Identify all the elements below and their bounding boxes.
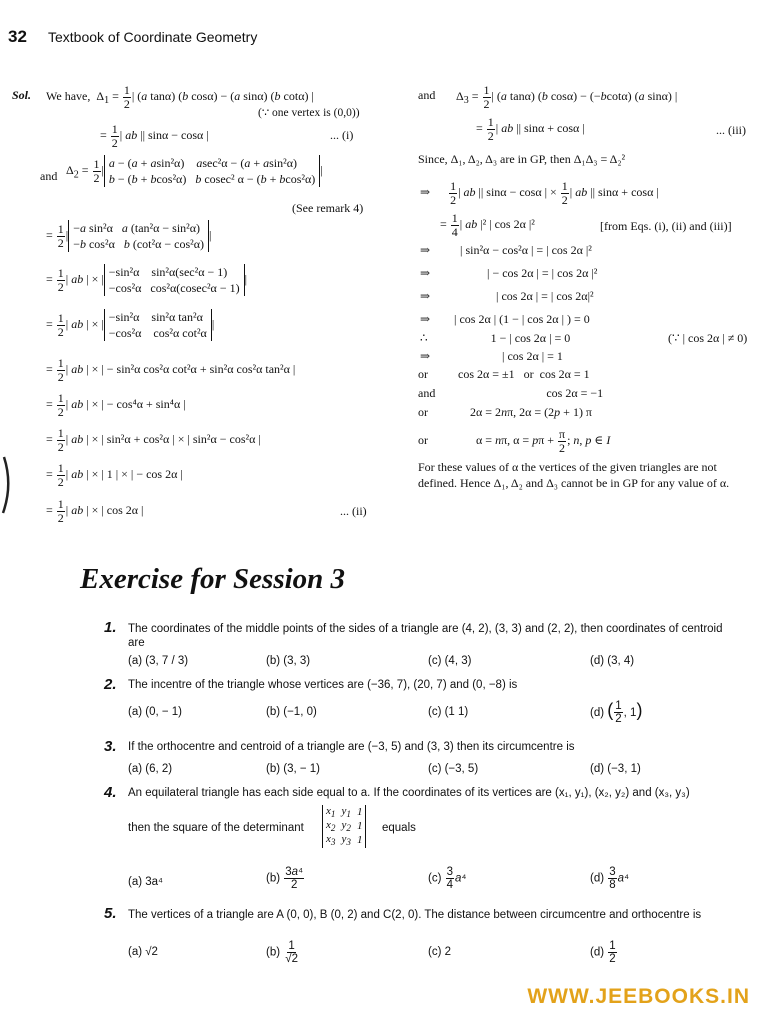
q3-option-c[interactable]: (c) (−3, 5) <box>428 763 479 775</box>
q5-text: The vertices of a triangle are A (0, 0), B (0, 2) and C(2, 0). The distance between circumcentre and orthocentre is <box>128 909 702 921</box>
footer-url[interactable]: WWW.JEEBOOKS.IN <box>527 985 750 1008</box>
delta2-step1: = $\frac{1}{2}$ | −a sin²α a (tan²α − sin²α) −b cos²α b (cot²α − cos²α)| <box>46 221 212 252</box>
q4-option-c[interactable]: (c) $\frac{3}{4}$ a⁴ <box>428 866 467 892</box>
q3-option-b[interactable]: (b) (3, − 1) <box>266 763 321 775</box>
q4-option-a[interactable]: (a) 3a⁴ <box>128 876 163 888</box>
q2-option-a[interactable]: (a) (0, − 1) <box>128 706 183 718</box>
q3-option-a[interactable]: (a) (6, 2) <box>128 763 173 775</box>
step-r8: and cos 2α = −1 <box>418 386 604 400</box>
eq-label-iii: ... (iii) <box>716 123 746 137</box>
step-r7: or cos 2α = ±1 or cos 2α = 1 <box>418 367 590 381</box>
q4-determinant-matrix: $x_1$ $y_1$ 1 $x_2$ $y_2$ 1 $x_3$ $y_3$ 1 <box>322 805 366 848</box>
q3-option-d[interactable]: (d) (−3, 1) <box>590 763 641 775</box>
q5-number: 5. <box>104 905 117 922</box>
step-gp-2: = $\frac{1}{4}$ | ab |² | cos 2α |² <box>440 211 535 239</box>
q1-number: 1. <box>104 619 117 636</box>
delta3-simplified: = $\frac{1}{2}$ | ab || sinα + cosα | <box>476 115 585 143</box>
step-r2: ⇒ | − cos 2α | = | cos 2α |² <box>420 266 598 280</box>
and-label-right: and <box>418 88 436 102</box>
q4-text-determinant: then the square of the determinant <box>128 822 304 834</box>
q1-text: The coordinates of the middle points of the sides of a triangle are (4, 2), (3, 3) and (2, 2), then coordinates of centroid are <box>128 623 723 650</box>
delta2-step7: = $\frac{1}{2}$ | ab | × | 1 | × | − cos 2α | <box>46 461 183 489</box>
eq-label-i: ... (i) <box>330 128 354 142</box>
step-r10: or α = nπ, α = pπ + $\frac{\pi}{2}$ ; n, p ∈ I <box>418 427 611 455</box>
q4-option-b[interactable]: (b) $\frac{\text{3a⁴}}{2}$ <box>266 866 304 892</box>
solution-label: Sol. <box>12 88 32 102</box>
delta2-step4: = $\frac{1}{2}$ | ab | × | − sin²α cos²α cot²α + sin²α cos²α tan²α | <box>46 356 296 384</box>
delta2-step5: = $\frac{1}{2}$ | ab | × | − cos⁴α + sin⁴α | <box>46 391 186 419</box>
running-title: Textbook of Coordinate Geometry <box>48 29 258 45</box>
delta2-determinant: $\Delta_2$ = $\frac{1}{2}$ | a − (a + asin²α) asec²α − (a + asin²α) b − (b + bcos²α) b cosec² α − (b + bcos²α)| <box>66 156 323 187</box>
margin-bracket-mark <box>0 455 14 515</box>
q2-number: 2. <box>104 676 117 693</box>
delta2-step6: = $\frac{1}{2}$ | ab | × | sin²α + cos²α | × | sin²α − cos²α | <box>46 426 261 454</box>
q5-option-a[interactable]: (a) √2 <box>128 946 158 958</box>
remark-vertex: (∵ one vertex is (0,0)) <box>258 107 360 119</box>
q1-option-a[interactable]: (a) (3, 7 / 3) <box>128 655 189 667</box>
q5-option-b[interactable]: (b) $\frac{1}{√2}$ <box>266 940 298 966</box>
step-r9: or 2α = 2nπ, 2α = (2p + 1) π <box>418 405 592 419</box>
step-r3: ⇒ | cos 2α | = | cos 2α|² <box>420 289 594 303</box>
q4-number: 4. <box>104 784 117 801</box>
q4-text: An equilateral triangle has each side equal to a. If the coordinates of its vertices are (x₁, y₁), (x₂, y₂) and (x₃, y₃) <box>128 787 690 799</box>
q2-text: The incentre of the triangle whose vertices are (−36, 7), (20, 7) and (0, −8) is <box>128 679 518 691</box>
q4-option-d[interactable]: (d) $\frac{3}{8}$ a⁴ <box>590 866 630 892</box>
page-number: 32 <box>8 27 27 46</box>
from-eqs-note: [from Eqs. (i), (ii) and (iii)] <box>600 219 732 233</box>
step-gp-1: ⇒ $\frac{1}{2}$ | ab || sinα − cosα | × $\frac{1}{2}$ | ab || sinα + cosα | <box>420 179 659 207</box>
step-r5: ∴ 1 − | cos 2α | = 0 <box>420 331 571 345</box>
q5-option-c[interactable]: (c) 2 <box>428 946 451 958</box>
delta1-equation: We have, $\Delta_1$ = $\frac{1}{2}$ | (a tanα) (b cosα) − (a sinα) (b cotα) | <box>46 83 314 111</box>
q1-option-b[interactable]: (b) (3, 3) <box>266 655 311 667</box>
delta1-simplified: = $\frac{1}{2}$ | ab || sinα − cosα | <box>100 122 209 150</box>
step-r6: ⇒ | cos 2α | = 1 <box>420 349 563 363</box>
gp-condition: Since, Δ₁, Δ₂, Δ₃ are in GP, then Δ₁Δ₃ = Δ₂² <box>418 152 626 166</box>
q2-option-b[interactable]: (b) (−1, 0) <box>266 706 317 718</box>
q1-option-c[interactable]: (c) (4, 3) <box>428 655 472 667</box>
nonzero-note: (∵ | cos 2α | ≠ 0) <box>668 331 748 345</box>
eq-label-ii: ... (ii) <box>340 504 367 518</box>
q2-option-d[interactable]: (d) ( $\frac{1}{2}$ , 1) <box>590 700 643 726</box>
see-remark: (See remark 4) <box>292 201 364 215</box>
q3-number: 3. <box>104 738 117 755</box>
exercise-title: Exercise for Session 3 <box>80 563 346 595</box>
q1-option-d[interactable]: (d) (3, 4) <box>590 655 635 667</box>
conclusion-paragraph: For these values of α the vertices of the given triangles are not defined. Hence Δ₁, Δ₂ and Δ₃ cannot be in GP for any value of α. <box>418 460 730 490</box>
q2-option-c[interactable]: (c) (1 1) <box>428 706 469 718</box>
q5-option-d[interactable]: (d) $\frac{1}{2}$ <box>590 940 616 966</box>
delta3-equation: $\Delta_3$ = $\frac{1}{2}$ | (a tanα) (b cosα) − (−bcotα) (a sinα) | <box>456 83 678 111</box>
delta2-step2: = $\frac{1}{2}$ | ab | × | −sin²α sin²α(sec²α − 1) −cos²α cos²α(cosec²α − 1)| <box>46 265 247 296</box>
q4-text-equals: equals <box>382 822 416 834</box>
delta2-step3: = $\frac{1}{2}$ | ab | × | −sin²α sin²α tan²α −cos²α cos²α cot²α| <box>46 310 215 341</box>
and-label: and <box>40 169 58 183</box>
q3-text: If the orthocentre and centroid of a triangle are (−3, 5) and (3, 3) then its circumcentre is <box>128 741 575 753</box>
step-r4: ⇒ | cos 2α | (1 − | cos 2α | ) = 0 <box>420 312 590 326</box>
step-r1: ⇒ | sin²α − cos²α | = | cos 2α |² <box>420 243 592 257</box>
delta2-step8: = $\frac{1}{2}$ | ab | × | cos 2α | <box>46 497 144 525</box>
